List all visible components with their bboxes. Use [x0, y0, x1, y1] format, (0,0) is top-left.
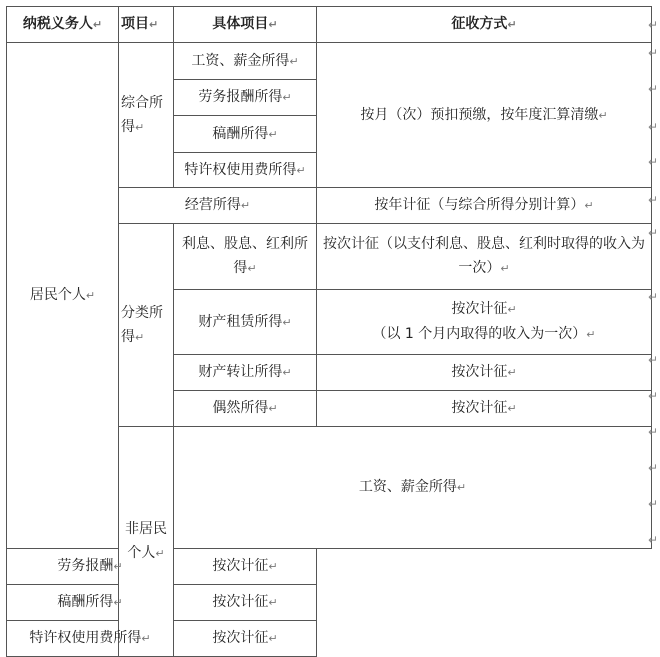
item-wages: 工资、薪金所得↵ [174, 43, 317, 80]
nr-item-wages: 工资、薪金所得↵ [174, 427, 652, 549]
transfer-method: 按次计征↵ [317, 355, 652, 391]
item-transfer: 财产转让所得↵ [174, 355, 317, 391]
item-interest: 利息、股息、红利所得↵ [174, 224, 317, 290]
business-method: 按年计征（与综合所得分别计算）↵ [317, 188, 652, 224]
row-end-mark: ↵ [647, 533, 658, 547]
item-royalty-writing: 稿酬所得↵ [174, 116, 317, 153]
header-taxpayer: 纳税义务人↵ [7, 7, 119, 43]
classified-label: 分类所得↵ [119, 224, 174, 427]
row-end-mark: ↵ [647, 193, 658, 207]
item-lease: 财产租赁所得↵ [174, 290, 317, 355]
comprehensive-label: 综合所得↵ [119, 43, 174, 188]
nr-item-labor: 劳务报酬↵ [7, 549, 174, 585]
row-end-mark: ↵ [647, 461, 658, 475]
incidental-method: 按次计征↵ [317, 391, 652, 427]
table-row [7, 621, 652, 657]
comprehensive-method: 按月（次）预扣预缴，按年度汇算清缴↵ [317, 43, 652, 188]
table-row [7, 549, 652, 585]
table-row [7, 585, 652, 621]
item-labor: 劳务报酬所得↵ [174, 80, 317, 116]
nr-item-writing: 稿酬所得↵ [7, 585, 174, 621]
nr-writing-method: 按次计征↵ [174, 585, 317, 621]
row-end-mark: ↵ [647, 497, 658, 511]
row-end-mark: ↵ [647, 120, 658, 134]
lease-method: 按次计征↵ （以 1 个月内取得的收入为一次）↵ [317, 290, 652, 355]
row-end-mark: ↵ [647, 290, 658, 304]
row-end-mark: ↵ [647, 389, 658, 403]
nr-item-franchise: 特许权使用费所得↵ [7, 621, 174, 657]
business-label: 经营所得↵ [119, 188, 317, 224]
row-end-mark: ↵ [647, 353, 658, 367]
row-end-mark: ↵ [647, 226, 658, 240]
header-specific-item: 具体项目↵ [174, 7, 317, 43]
header-row [7, 7, 652, 43]
resident-label: 居民个人↵ [7, 43, 119, 549]
header-category: 项目↵ [119, 7, 174, 43]
item-franchise: 特许权使用费所得↵ [174, 153, 317, 188]
row-end-mark: ↵ [647, 425, 658, 439]
row-end-mark: ↵ [647, 18, 658, 32]
header-collection-method: 征收方式↵ [317, 7, 652, 43]
table-row [7, 43, 652, 80]
nr-franchise-method: 按次计征↵ [174, 621, 317, 657]
nonresident-label: 非居民个人↵ [119, 427, 174, 657]
nr-labor-method: 按次计征↵ [174, 549, 317, 585]
row-end-mark: ↵ [647, 82, 658, 96]
item-incidental: 偶然所得↵ [174, 391, 317, 427]
row-end-mark: ↵ [647, 46, 658, 60]
tax-collection-table [6, 6, 652, 657]
interest-method: 按次计征（以支付利息、股息、红利时取得的收入为一次）↵ [317, 224, 652, 290]
row-end-mark: ↵ [647, 155, 658, 169]
